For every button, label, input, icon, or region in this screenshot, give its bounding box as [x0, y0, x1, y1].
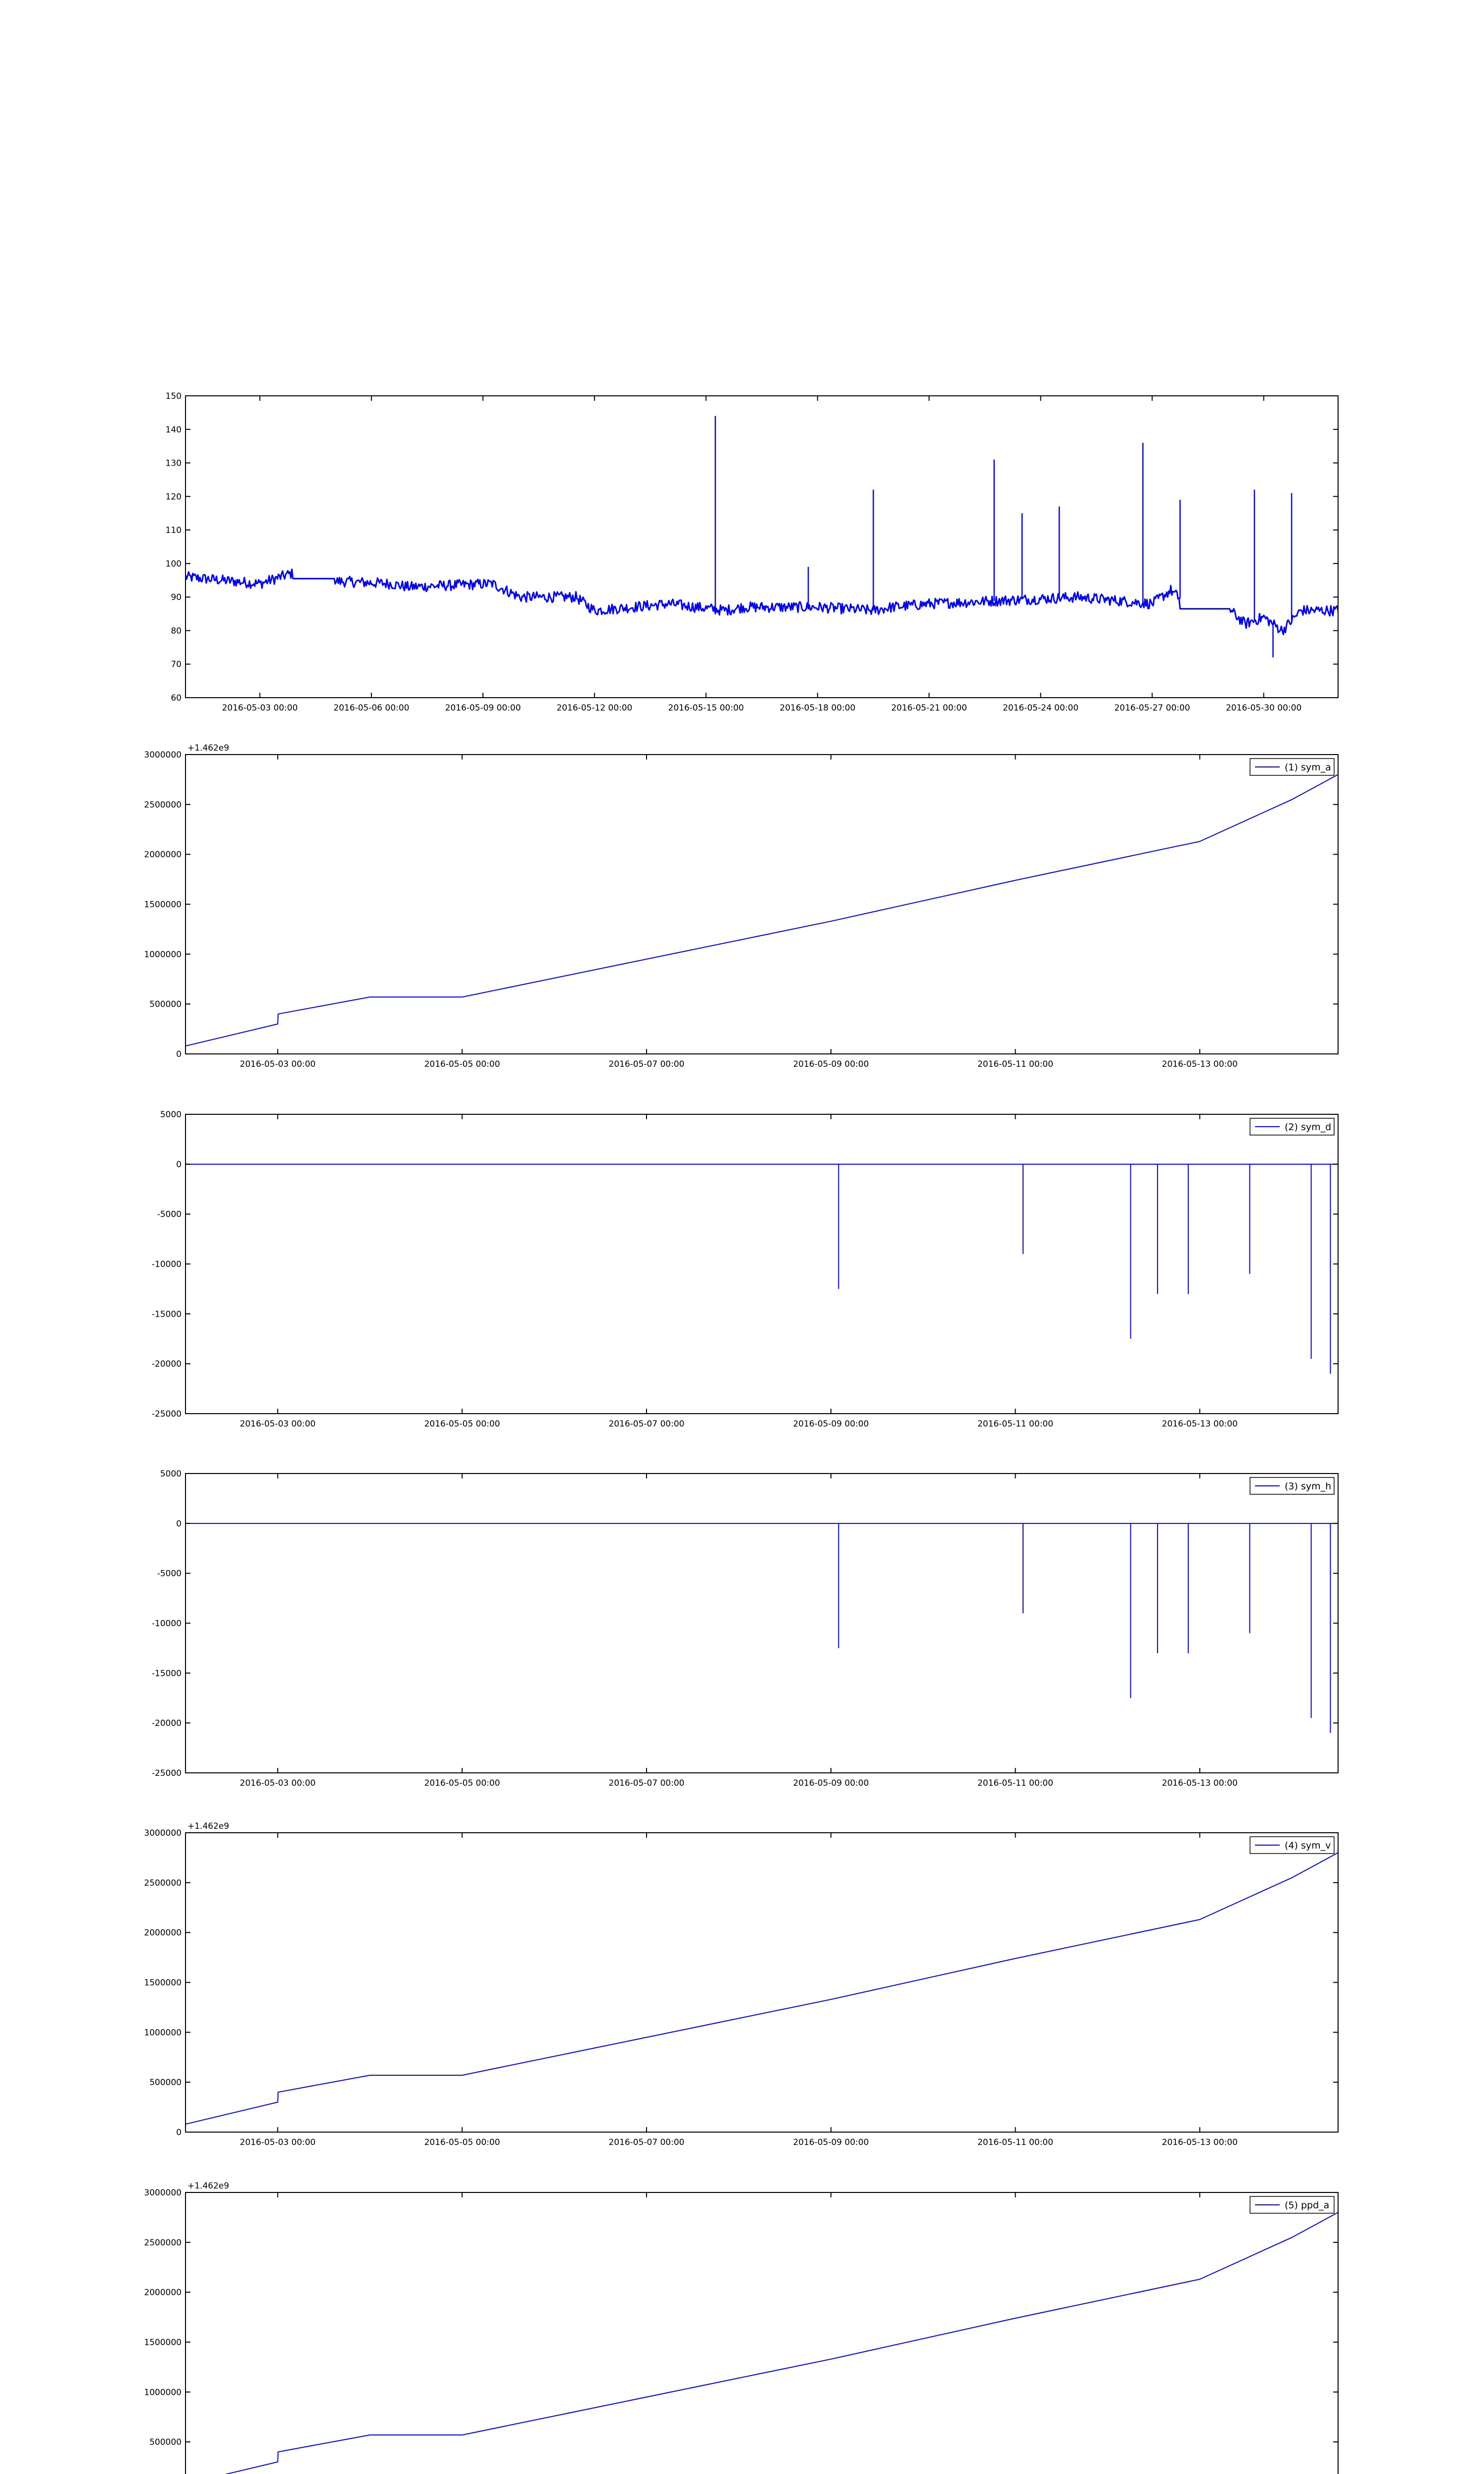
xtick-label: 2016-05-07 00:00: [608, 2138, 685, 2147]
y-offset-label: +1.462e9: [187, 1821, 230, 1831]
xtick-label: 2016-05-15 00:00: [668, 703, 744, 713]
xtick-label: 2016-05-09 00:00: [793, 1419, 869, 1429]
ytick-label: 110: [165, 525, 182, 536]
xtick-label: 2016-05-13 00:00: [1161, 1778, 1238, 1788]
ytick-label: -5000: [157, 1569, 182, 1579]
ytick-label: 2500000: [144, 800, 182, 810]
xtick-label: 2016-05-07 00:00: [608, 1059, 685, 1069]
xtick-label: 2016-05-03 00:00: [239, 1059, 316, 1069]
xtick-label: 2016-05-24 00:00: [1003, 703, 1079, 713]
ytick-label: -15000: [151, 1668, 182, 1679]
legend: [1250, 1837, 1334, 1854]
y-offset-label: +1.462e9: [187, 743, 230, 753]
y-offset-label: +1.462e9: [187, 2181, 230, 2191]
ytick-label: 0: [176, 1519, 182, 1529]
xtick-label: 2016-05-05 00:00: [424, 1778, 500, 1788]
ytick-label: 5000: [160, 1110, 182, 1120]
ytick-label: -10000: [151, 1259, 182, 1270]
ytick-label: 130: [165, 458, 182, 469]
legend-label: (1) sym_a: [1285, 762, 1331, 773]
xtick-label: 2016-05-21 00:00: [891, 703, 967, 713]
ytick-label: 2000000: [144, 1928, 182, 1938]
ytick-label: 60: [171, 693, 182, 703]
ytick-label: 1000000: [144, 2387, 182, 2398]
ytick-label: 1500000: [144, 900, 182, 910]
xtick-label: 2016-05-11 00:00: [977, 1059, 1054, 1069]
ytick-label: 90: [171, 592, 182, 603]
legend: [1250, 1477, 1334, 1494]
xtick-label: 2016-05-03 00:00: [239, 2138, 316, 2147]
ytick-label: -25000: [151, 1409, 182, 1419]
xtick-label: 2016-05-06 00:00: [333, 703, 410, 713]
xtick-label: 2016-05-27 00:00: [1114, 703, 1190, 713]
ytick-label: 500000: [149, 2078, 182, 2088]
xtick-label: 2016-05-11 00:00: [977, 1778, 1054, 1788]
ytick-label: 2000000: [144, 2287, 182, 2298]
xtick-label: 2016-05-03 00:00: [239, 1778, 316, 1788]
legend-label: (3) sym_h: [1285, 1481, 1332, 1492]
ytick-label: 3000000: [144, 2188, 182, 2198]
xtick-label: 2016-05-05 00:00: [424, 1419, 500, 1429]
ytick-label: 1500000: [144, 1978, 182, 1988]
xtick-label: 2016-05-07 00:00: [608, 1419, 685, 1429]
ytick-label: 3000000: [144, 750, 182, 760]
xtick-label: 2016-05-03 00:00: [222, 703, 298, 713]
xtick-label: 2016-05-11 00:00: [977, 1419, 1054, 1429]
legend: [1250, 2196, 1334, 2213]
ytick-label: 3000000: [144, 1828, 182, 1838]
ytick-label: 1000000: [144, 950, 182, 960]
ytick-label: 500000: [149, 2437, 182, 2448]
ytick-label: -20000: [151, 1359, 182, 1370]
ytick-label: 5000: [160, 1469, 182, 1479]
xtick-label: 2016-05-13 00:00: [1161, 2138, 1238, 2147]
xtick-label: 2016-05-30 00:00: [1226, 703, 1302, 713]
ytick-label: -15000: [151, 1309, 182, 1320]
ytick-label: 2500000: [144, 2237, 182, 2248]
xtick-label: 2016-05-05 00:00: [424, 1059, 500, 1069]
ytick-label: 80: [171, 626, 182, 636]
ytick-label: 100: [165, 559, 182, 569]
ytick-label: -20000: [151, 1718, 182, 1729]
ytick-label: 1000000: [144, 2028, 182, 2038]
xtick-label: 2016-05-09 00:00: [793, 1778, 869, 1788]
legend: [1250, 1118, 1334, 1135]
xtick-label: 2016-05-09 00:00: [445, 703, 521, 713]
ytick-label: 500000: [149, 999, 182, 1010]
legend: [1250, 759, 1334, 775]
legend-label: (4) sym_v: [1285, 1840, 1331, 1851]
ytick-label: -5000: [157, 1209, 182, 1220]
ytick-label: 150: [165, 391, 182, 401]
ytick-label: 120: [165, 492, 182, 502]
ytick-label: 2000000: [144, 850, 182, 860]
xtick-label: 2016-05-13 00:00: [1161, 1059, 1238, 1069]
ytick-label: -10000: [151, 1618, 182, 1629]
xtick-label: 2016-05-07 00:00: [608, 1778, 685, 1788]
ytick-label: 0: [176, 2128, 182, 2138]
xtick-label: 2016-05-11 00:00: [977, 2138, 1054, 2147]
ytick-label: 1500000: [144, 2337, 182, 2348]
legend-label: (5) ppd_a: [1285, 2200, 1330, 2211]
ytick-label: 2500000: [144, 1878, 182, 1888]
xtick-label: 2016-05-03 00:00: [239, 1419, 316, 1429]
ytick-label: 70: [171, 660, 182, 670]
ytick-label: 140: [165, 425, 182, 435]
xtick-label: 2016-05-12 00:00: [556, 703, 633, 713]
xtick-label: 2016-05-09 00:00: [793, 1059, 869, 1069]
xtick-label: 2016-05-05 00:00: [424, 2138, 500, 2147]
ytick-label: 0: [176, 1049, 182, 1059]
ytick-label: -25000: [151, 1768, 182, 1778]
xtick-label: 2016-05-18 00:00: [780, 703, 856, 713]
legend-label: (2) sym_d: [1285, 1122, 1332, 1133]
xtick-label: 2016-05-13 00:00: [1161, 1419, 1238, 1429]
xtick-label: 2016-05-09 00:00: [793, 2138, 869, 2147]
ytick-label: 0: [176, 1159, 182, 1170]
